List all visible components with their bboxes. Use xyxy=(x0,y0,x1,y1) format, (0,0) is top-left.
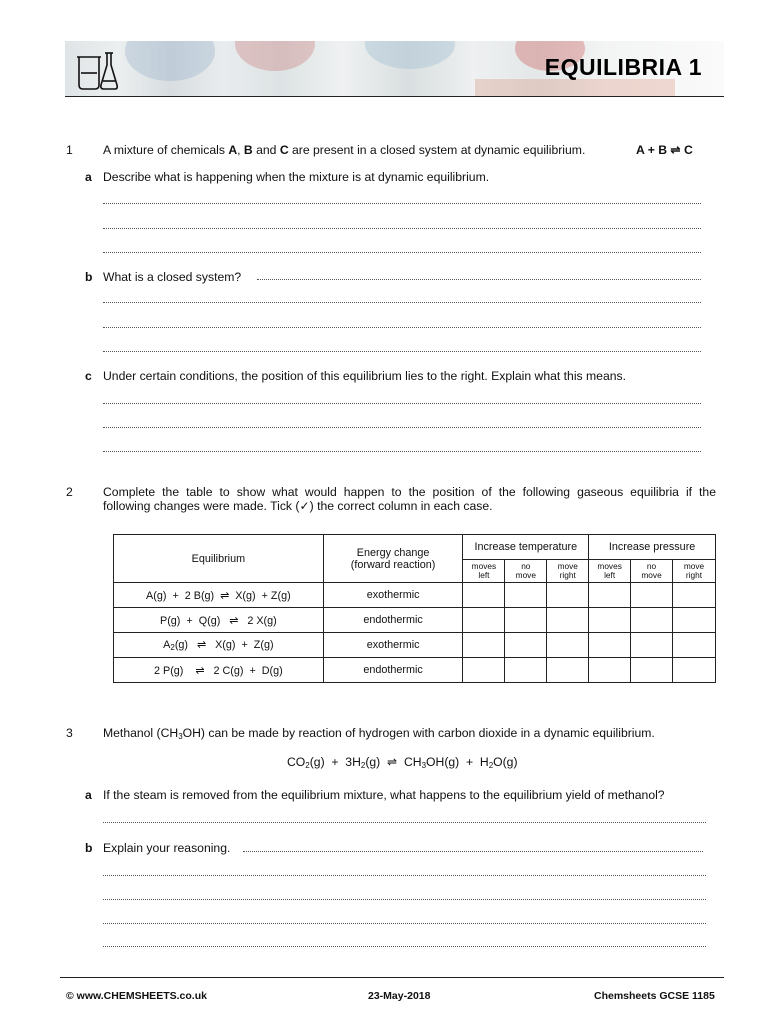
tick-cell[interactable] xyxy=(589,608,631,633)
header-equilibrium: Equilibrium xyxy=(114,535,324,583)
part-3b-text: Explain your reasoning. xyxy=(103,841,231,855)
tick-cell[interactable] xyxy=(673,608,716,633)
table-row xyxy=(114,608,716,633)
tick-cell[interactable] xyxy=(547,633,589,658)
answer-line[interactable] xyxy=(103,923,706,924)
part-1c-text: Under certain conditions, the position of this equilibrium lies to the right. Explain what this means. xyxy=(103,369,626,383)
header-divider xyxy=(65,96,724,97)
subheader-move-right: move right xyxy=(547,560,589,583)
lab-glassware-logo-icon xyxy=(73,47,121,93)
question-1-equation: A + B ⇌ C xyxy=(636,143,693,157)
part-1b-text: What is a closed system? xyxy=(103,270,242,284)
table-row xyxy=(114,633,716,658)
equilibrium-table xyxy=(113,534,716,683)
subheader-moves-left: moves left xyxy=(463,560,505,583)
tick-cell[interactable] xyxy=(505,608,547,633)
part-3a-letter: a xyxy=(85,788,92,802)
answer-line[interactable] xyxy=(103,351,701,352)
footer-date: 23-May-2018 xyxy=(368,990,431,1002)
energy-cell: exothermic xyxy=(323,633,463,658)
answer-line[interactable] xyxy=(257,279,701,280)
page-title: EQUILIBRIA 1 xyxy=(544,54,702,80)
header-energy-change: Energy change (forward reaction) xyxy=(323,535,463,583)
page-header-banner xyxy=(65,41,724,97)
part-3b-letter: b xyxy=(85,841,93,855)
table-row xyxy=(114,658,716,683)
table-row xyxy=(114,583,716,608)
answer-line[interactable] xyxy=(103,946,706,947)
tick-cell[interactable] xyxy=(463,608,505,633)
part-1b-letter: b xyxy=(85,270,93,284)
tick-cell[interactable] xyxy=(631,583,673,608)
answer-line[interactable] xyxy=(103,252,701,253)
subheader-no-move: no move xyxy=(505,560,547,583)
footer-sheet-id: Chemsheets GCSE 1185 xyxy=(594,990,715,1002)
part-1c-letter: c xyxy=(85,369,92,383)
question-1-text: A mixture of chemicals A, B and C are present in a closed system at dynamic equilibrium. xyxy=(103,143,586,157)
tick-cell[interactable] xyxy=(673,658,716,683)
tick-cell[interactable] xyxy=(673,583,716,608)
equilibrium-cell: P(g) + Q(g) ⇌ 2 X(g) xyxy=(114,608,324,633)
answer-line[interactable] xyxy=(103,822,706,823)
subheader-move-right: move right xyxy=(673,560,716,583)
question-1-number: 1 xyxy=(66,143,73,157)
answer-line[interactable] xyxy=(103,203,701,204)
tick-cell[interactable] xyxy=(631,608,673,633)
header-increase-temperature: Increase temperature xyxy=(463,535,589,560)
answer-line[interactable] xyxy=(103,899,706,900)
footer-divider xyxy=(60,977,724,978)
question-3-text: Methanol $(CH_3OH)$ can be made by reaction of hydrogen with carbon dioxide in a dynamic equilibrium. xyxy=(103,726,655,741)
tick-cell[interactable] xyxy=(589,633,631,658)
tick-cell[interactable] xyxy=(631,633,673,658)
tick-cell[interactable] xyxy=(463,658,505,683)
tick-cell[interactable] xyxy=(463,633,505,658)
energy-cell: exothermic xyxy=(323,583,463,608)
equilibrium-cell: A(g) + 2 B(g) ⇌ X(g) + Z(g) xyxy=(114,583,324,608)
tick-cell[interactable] xyxy=(463,583,505,608)
answer-line[interactable] xyxy=(103,302,701,303)
answer-line[interactable] xyxy=(103,403,701,404)
answer-line[interactable] xyxy=(103,451,701,452)
question-2-text-line2: following changes were made. Tick (✓) the correct column in each case. xyxy=(103,499,493,513)
answer-line[interactable] xyxy=(243,851,703,852)
equilibrium-cell: 2 P(g) ⇌ 2 C(g) + D(g) xyxy=(114,658,324,683)
energy-cell: endothermic xyxy=(323,658,463,683)
tick-cell[interactable] xyxy=(589,583,631,608)
tick-cell[interactable] xyxy=(631,658,673,683)
tick-cell[interactable] xyxy=(673,633,716,658)
footer-copyright: © www.CHEMSHEETS.co.uk xyxy=(66,990,207,1002)
header-increase-pressure: Increase pressure xyxy=(589,535,716,560)
tick-cell[interactable] xyxy=(589,658,631,683)
energy-cell: endothermic xyxy=(323,608,463,633)
part-1a-letter: a xyxy=(85,170,92,184)
subheader-moves-left: moves left xyxy=(589,560,631,583)
tick-cell[interactable] xyxy=(505,583,547,608)
part-3a-text: If the steam is removed from the equilibrium mixture, what happens to the equilibrium yield of methanol? xyxy=(103,788,665,802)
question-3-equation: $CO_2(g) + 3H_2(g)$ ⇌ $CH_3OH(g) + H_2O(g)$ xyxy=(287,755,518,770)
answer-line[interactable] xyxy=(103,427,701,428)
tick-cell[interactable] xyxy=(547,658,589,683)
tick-cell[interactable] xyxy=(505,658,547,683)
tick-cell[interactable] xyxy=(505,633,547,658)
question-2-text-line1: Complete the table to show what would happen to the position of the following gaseous equilibria if the xyxy=(103,485,716,499)
subheader-no-move: no move xyxy=(631,560,673,583)
question-2-number: 2 xyxy=(66,485,73,499)
answer-line[interactable] xyxy=(103,228,701,229)
tick-cell[interactable] xyxy=(547,608,589,633)
answer-line[interactable] xyxy=(103,327,701,328)
question-3-number: 3 xyxy=(66,726,73,740)
part-1a-text: Describe what is happening when the mixture is at dynamic equilibrium. xyxy=(103,170,490,184)
answer-line[interactable] xyxy=(103,875,706,876)
tick-cell[interactable] xyxy=(547,583,589,608)
equilibrium-cell: $A_2(g)$ ⇌ X(g) + Z(g) xyxy=(114,633,324,658)
